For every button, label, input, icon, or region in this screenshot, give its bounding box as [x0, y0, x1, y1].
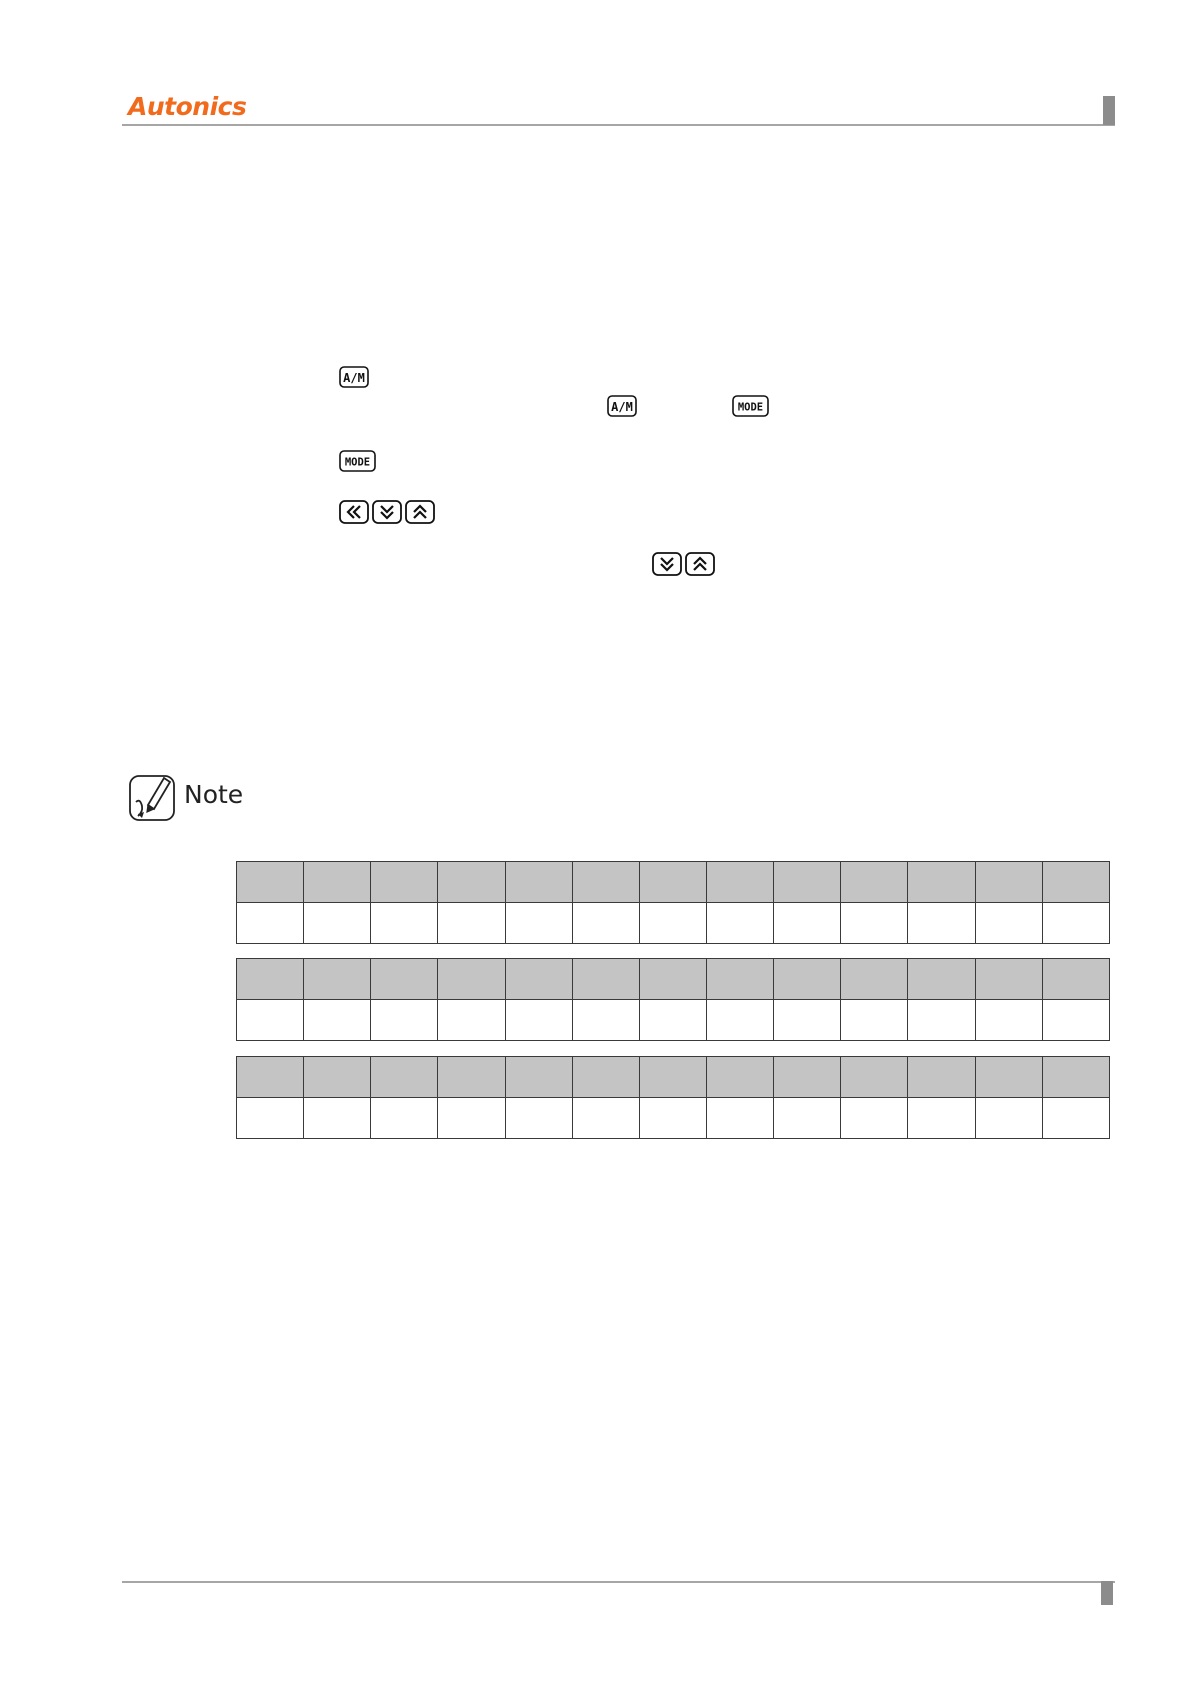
table-cell [975, 1000, 1042, 1041]
table-header-cell [1042, 862, 1109, 903]
table-header-cell [639, 959, 706, 1000]
footer-tab-marker [1101, 1581, 1113, 1605]
table-header-cell [774, 959, 841, 1000]
table-cell [639, 903, 706, 944]
table-row [237, 1098, 1110, 1139]
am-key-text: A/M [611, 400, 633, 414]
table-cell [841, 1098, 908, 1139]
table-cell [438, 1098, 505, 1139]
table-header-cell [706, 1057, 773, 1098]
table-header-cell [505, 862, 572, 903]
footer-rule [122, 1581, 1115, 1583]
table-header-cell [841, 1057, 908, 1098]
pencil-note-icon [128, 772, 176, 827]
table-cell [304, 1098, 371, 1139]
table-header-cell [706, 959, 773, 1000]
table-cell [1042, 903, 1109, 944]
table-header-cell [639, 862, 706, 903]
table-cell [237, 1098, 304, 1139]
table-header-row [237, 959, 1110, 1000]
table-header-cell [505, 959, 572, 1000]
table-cell [908, 903, 975, 944]
table-header-cell [908, 1057, 975, 1098]
table-header-cell [975, 959, 1042, 1000]
up-key-icon-inline [685, 552, 715, 576]
table-header-cell [438, 862, 505, 903]
table-header-row [237, 1057, 1110, 1098]
table-cell [438, 903, 505, 944]
table-header-cell [371, 959, 438, 1000]
table-cell [505, 903, 572, 944]
table-cell [774, 1098, 841, 1139]
table-row [237, 1000, 1110, 1041]
mode-key-text: MODE [737, 401, 764, 414]
down-key-icon [372, 500, 402, 524]
table-header-cell [774, 862, 841, 903]
table-cell [572, 903, 639, 944]
table-header-cell [706, 862, 773, 903]
table-cell [908, 1098, 975, 1139]
am-key-icon-inline [607, 395, 637, 417]
am-key-text: A/M [343, 371, 365, 385]
mode-key-text: MODE [344, 456, 371, 469]
table-cell [841, 903, 908, 944]
table-header-cell [1042, 959, 1109, 1000]
table-cell [639, 1098, 706, 1139]
table-header-cell [438, 1057, 505, 1098]
brand-name: Autonics [128, 92, 247, 121]
table-cell [438, 1000, 505, 1041]
autonics-logo [128, 92, 246, 121]
header-tab-marker [1103, 96, 1115, 125]
table-cell [1042, 1098, 1109, 1139]
table-header-cell [572, 862, 639, 903]
am-key-icon [339, 366, 369, 388]
table-header-cell [908, 862, 975, 903]
table-cell [572, 1098, 639, 1139]
table-cell [371, 1000, 438, 1041]
table-cell [706, 1000, 773, 1041]
table-header-cell [975, 862, 1042, 903]
table-header-cell [975, 1057, 1042, 1098]
down-key-icon-inline [652, 552, 682, 576]
table-cell [304, 903, 371, 944]
table-cell [572, 1000, 639, 1041]
table-cell [706, 1098, 773, 1139]
table-header-cell [841, 959, 908, 1000]
table-header-cell [774, 1057, 841, 1098]
note-table-3 [236, 1056, 1110, 1139]
table-cell [237, 903, 304, 944]
table-header-cell [371, 1057, 438, 1098]
table-header-cell [572, 1057, 639, 1098]
table-header-cell [1042, 1057, 1109, 1098]
note-heading [128, 772, 428, 824]
table-header-cell [505, 1057, 572, 1098]
note-label: Note [184, 780, 244, 809]
table-row [237, 903, 1110, 944]
table-cell [975, 1098, 1042, 1139]
table-header-cell [841, 862, 908, 903]
table-cell [237, 1000, 304, 1041]
note-table-2 [236, 958, 1110, 1041]
note-table-1 [236, 861, 1110, 944]
up-key-icon [405, 500, 435, 524]
table-header-cell [237, 959, 304, 1000]
table-cell [774, 1000, 841, 1041]
table-header-cell [304, 959, 371, 1000]
table-cell [639, 1000, 706, 1041]
table-cell [304, 1000, 371, 1041]
mode-key-icon-inline [732, 395, 769, 417]
table-header-cell [438, 959, 505, 1000]
table-cell [371, 903, 438, 944]
table-header-cell [237, 1057, 304, 1098]
table-header-cell [304, 862, 371, 903]
table-header-cell [371, 862, 438, 903]
table-cell [371, 1098, 438, 1139]
table-cell [505, 1000, 572, 1041]
table-cell [841, 1000, 908, 1041]
table-cell [1042, 1000, 1109, 1041]
mode-key-icon [339, 450, 376, 472]
table-header-row [237, 862, 1110, 903]
table-header-cell [572, 959, 639, 1000]
table-header-cell [639, 1057, 706, 1098]
shift-key-icon [339, 500, 369, 524]
table-cell [774, 903, 841, 944]
table-cell [908, 1000, 975, 1041]
table-header-cell [304, 1057, 371, 1098]
table-cell [505, 1098, 572, 1139]
table-header-cell [237, 862, 304, 903]
header-rule [122, 124, 1115, 126]
table-cell [975, 903, 1042, 944]
table-cell [706, 903, 773, 944]
table-header-cell [908, 959, 975, 1000]
